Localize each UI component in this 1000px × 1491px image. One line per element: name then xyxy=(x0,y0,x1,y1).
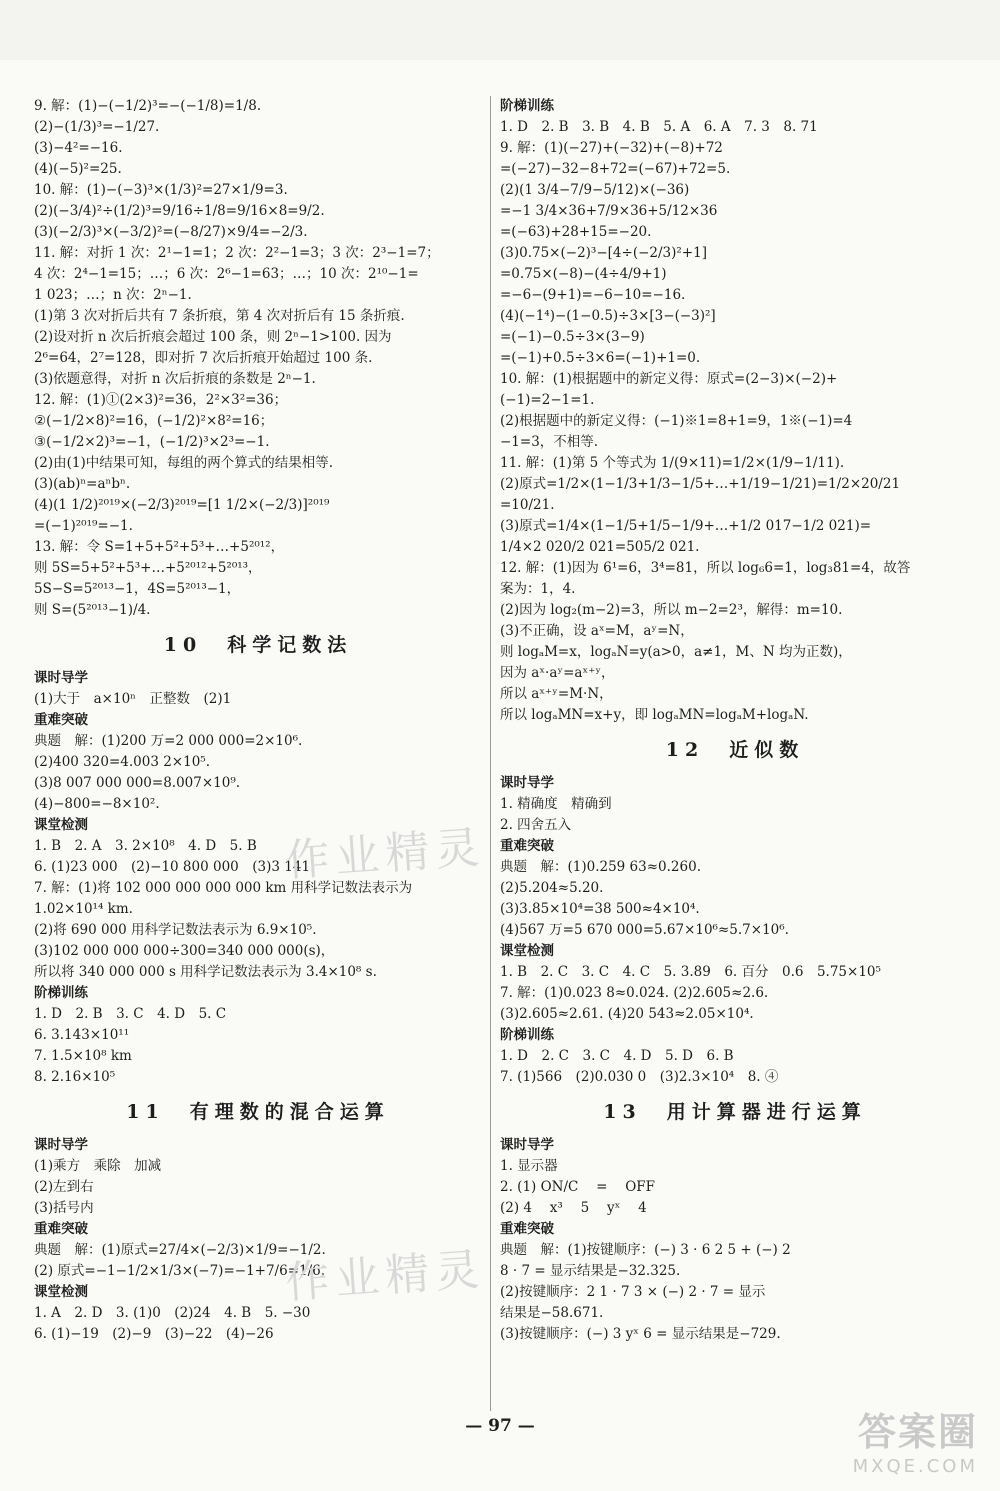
answer-line: (3)依题意得，对折 n 次后折痕的条数是 2ⁿ−1. xyxy=(34,371,316,387)
page-number-value: 97 xyxy=(488,1416,512,1436)
answer-line: 典题 解：(1)按键顺序：(−) 3 · 6 2 5 + (−) 2 xyxy=(500,1242,791,1258)
answer-line: 典题 解：(1)200 万=2 000 000=2×10⁶. xyxy=(34,733,303,749)
answer-line: 7. 解：(1)0.023 8≈0.024. (2)2.605≈2.6. xyxy=(500,985,769,1001)
answer-line: 1. B 2. C 3. C 4. C 5. 3.89 6. 百分 0.6 5.75×10⁵ xyxy=(500,964,881,980)
answer-line: =−1 3/4×36+7/9×36+5/12×36 xyxy=(500,203,718,219)
answer-line: (1)第 3 次对折后共有 7 条折痕，第 4 次对折后有 15 条折痕. xyxy=(34,308,405,324)
answer-line: 1. D 2. B 3. B 4. B 5. A 6. A 7. 3 8. 71 xyxy=(500,119,818,135)
answer-line: (2)左到右 xyxy=(34,1179,94,1195)
answer-line: =(−27)−32−8+72=(−67)+72=5. xyxy=(500,161,731,177)
answer-line: 典题 解：(1)原式=27/4×(−2/3)×1/9=−1/2. xyxy=(34,1242,326,1258)
answer-line: (2)−(1/3)³=−1/27. xyxy=(34,119,160,135)
answer-line: (2)(1 3/4−7/9−5/12)×(−36) xyxy=(500,182,690,198)
answer-line: =10/21. xyxy=(500,497,555,513)
answer-line: 案为：1，4. xyxy=(500,581,576,597)
answer-line: (2)由(1)中结果可知，每组的两个算式的结果相等. xyxy=(34,455,334,471)
answer-line: (4)(−5)²=25. xyxy=(34,161,122,177)
section-title: 13 用计算器进行运算 xyxy=(603,1101,867,1123)
answer-line: 典题 解：(1)0.259 63≈0.260. xyxy=(500,859,701,875)
right-column xyxy=(500,96,970,1345)
answer-line: 1. D 2. C 3. C 4. D 5. D 6. B xyxy=(500,1048,734,1064)
section-title: 12 近似数 xyxy=(665,739,805,761)
brand-site: MXQE.COM xyxy=(852,1456,978,1477)
subsection-heading: 课时导学 xyxy=(34,670,88,686)
page-number: — 97 — xyxy=(465,1416,535,1436)
answer-line: (3)2.605≈2.61. (4)20 543≈2.05×10⁴. xyxy=(500,1006,754,1022)
scan-top-band xyxy=(0,0,1000,60)
answer-line: 7. (1)566 (2)0.030 0 (3)2.3×10⁴ 8. ④ xyxy=(500,1069,779,1085)
answer-line: =(−1)−0.5÷3×(3−9) xyxy=(500,329,645,345)
answer-line: 2. (1) ON/C = OFF xyxy=(500,1179,656,1195)
answer-line: 9. 解：(1)−(−1/2)³=−(−1/8)=1/8. xyxy=(34,98,262,114)
answer-line: 1. B 2. A 3. 2×10⁸ 4. D 5. B xyxy=(34,838,257,854)
subsection-heading: 课时导学 xyxy=(500,1137,554,1153)
answer-line: 1. 精确度 精确到 xyxy=(500,796,612,812)
answer-line: (2)5.204≈5.20. xyxy=(500,880,604,896)
answer-line: (2)将 690 000 用科学记数法表示为 6.9×10⁵. xyxy=(34,922,317,938)
answer-line: (3)(ab)ⁿ=aⁿbⁿ. xyxy=(34,476,131,492)
answer-line: 7. 1.5×10⁸ km xyxy=(34,1048,132,1064)
subsection-heading: 阶梯训练 xyxy=(500,98,554,114)
left-column xyxy=(34,96,482,1345)
answer-line: (3)(−2/3)³×(−3/2)²=(−8/27)×9/4=−2/3. xyxy=(34,224,308,240)
subsection-heading: 重难突破 xyxy=(500,1221,554,1237)
subsection-heading: 课时导学 xyxy=(34,1137,88,1153)
answer-line: 1. A 2. D 3. (1)0 (2)24 4. B 5. −30 xyxy=(34,1305,311,1321)
answer-line: 1. D 2. B 3. C 4. D 5. C xyxy=(34,1006,227,1022)
answer-line: (3)8 007 000 000=8.007×10⁹. xyxy=(34,775,241,791)
watermark-text: 作业精灵 xyxy=(283,822,487,887)
answer-line: 2⁶=64，2⁷=128，即对折 7 次后折痕开始超过 100 条. xyxy=(34,350,373,366)
answer-line: 则 logₐM=x，logₐN=y(a>0，a≠1，M、N 均为正数)， xyxy=(500,644,852,660)
answer-line: =−6−(9+1)=−6−10=−16. xyxy=(500,287,686,303)
answer-line: 因为 aˣ·aʸ=aˣ⁺ʸ， xyxy=(500,665,615,681)
answer-line: (3)按键顺序：(−) 3 yˣ 6 = 显示结果是−729. xyxy=(500,1326,781,1342)
answer-line: (3)0.75×(−2)³−[4÷(−2/3)²+1] xyxy=(500,245,707,261)
answer-line: 则 5S=5+5²+5³+…+5²⁰¹²+5²⁰¹³， xyxy=(34,560,262,576)
subsection-heading: 重难突破 xyxy=(34,1221,88,1237)
answer-line: −1=3，不相等. xyxy=(500,434,599,450)
answer-line: (1)乘方 乘除 加减 xyxy=(34,1158,162,1174)
answer-line: =(−63)+28+15=−20. xyxy=(500,224,652,240)
answer-line: 6. (1)−19 (2)−9 (3)−22 (4)−26 xyxy=(34,1326,274,1342)
answer-line: 6. (1)23 000 (2)−10 800 000 (3)3 141 xyxy=(34,859,311,875)
section-title: 11 有理数的混合运算 xyxy=(126,1101,390,1123)
answer-line: (−1)=2−1=1. xyxy=(500,392,595,408)
answer-line: (2)400 320=4.003 2×10⁵. xyxy=(34,754,210,770)
answer-line: (2) 原式=−1−1/2×1/3×(−7)=−1+7/6=1/6. xyxy=(34,1263,326,1279)
subsection-heading: 课堂检测 xyxy=(500,943,554,959)
answer-line: =0.75×(−8)−(4÷4/9+1) xyxy=(500,266,667,282)
answer-line: 1/4×2 020/2 021=505/2 021. xyxy=(500,539,700,555)
answer-line: (3)102 000 000 000÷300=340 000 000(s)， xyxy=(34,943,335,959)
answer-line: =(−1)+0.5÷3×6=(−1)+1=0. xyxy=(500,350,701,366)
answer-line: (2)按键顺序：2 1 · 7 3 × (−) 2 · 7 = 显示 xyxy=(500,1284,766,1300)
answer-line: (4)−800=−8×10². xyxy=(34,796,160,812)
subsection-heading: 课堂检测 xyxy=(34,1284,88,1300)
answer-line: 10. 解：(1)−(−3)³×(1/3)²=27×1/9=3. xyxy=(34,182,288,198)
subsection-heading: 课时导学 xyxy=(500,775,554,791)
answer-line: 所以 logₐMN=x+y，即 logₐMN=logₐM+logₐN. xyxy=(500,707,809,723)
answer-line: 12. 解：(1)①(2×3)²=36，2²×3²=36； xyxy=(34,392,288,408)
answer-line: (2)原式=1/2×(1−1/3+1/3−1/5+…+1/19−1/21)=1/2×20/21 xyxy=(500,476,901,492)
answer-line: (1)大于 a×10ⁿ 正整数 (2)1 xyxy=(34,691,232,707)
answer-line: ③(−1/2×2)³=−1，(−1/2)³×2³=−1. xyxy=(34,434,270,450)
answer-line: 13. 解：令 S=1+5+5²+5³+…+5²⁰¹²， xyxy=(34,539,285,555)
answer-line: (3)−4²=−16. xyxy=(34,140,123,156)
answer-line: 11. 解：(1)第 5 个等式为 1/(9×11)=1/2×(1/9−1/11). xyxy=(500,455,845,471)
subsection-heading: 阶梯训练 xyxy=(34,985,88,1001)
answer-line: (4)567 万=5 670 000=5.67×10⁶≈5.7×10⁶. xyxy=(500,922,789,938)
answer-line: 9. 解：(1)(−27)+(−32)+(−8)+72 xyxy=(500,140,723,156)
answer-line: 2. 四舍五入 xyxy=(500,817,572,833)
answer-line: 所以将 340 000 000 s 用科学记数法表示为 3.4×10⁸ s. xyxy=(34,964,377,980)
answer-line: ②(−1/2×8)²=16，(−1/2)²×8²=16； xyxy=(34,413,274,429)
answer-line: (2)(−3/4)²÷(1/2)³=9/16÷1/8=9/16×8=9/2. xyxy=(34,203,325,219)
subsection-heading: 重难突破 xyxy=(34,712,88,728)
answer-line: (3)原式=1/4×(1−1/5+1/5−1/9+…+1/2 017−1/2 021)= xyxy=(500,518,872,534)
answer-line: 结果是−58.671. xyxy=(500,1305,604,1321)
answer-line: (4)(−1⁴)−(1−0.5)÷3×[3−(−3)²] xyxy=(500,308,716,324)
subsection-heading: 重难突破 xyxy=(500,838,554,854)
subsection-heading: 课堂检测 xyxy=(34,817,88,833)
answer-line: 1. 显示器 xyxy=(500,1158,558,1174)
answer-line: (4)(1 1/2)²⁰¹⁹×(−2/3)²⁰¹⁹=[1 1/2×(−2/3)]²⁰¹⁹ xyxy=(34,497,330,513)
answer-line: 1.02×10¹⁴ km. xyxy=(34,901,133,917)
answer-line: 5S−S=5²⁰¹³−1，4S=5²⁰¹³−1， xyxy=(34,581,241,597)
brand-name: 答案圈 xyxy=(857,1410,978,1454)
answer-line: 8. 2.16×10⁵ xyxy=(34,1069,116,1085)
answer-line: 8 · 7 = 显示结果是−32.325. xyxy=(500,1263,681,1279)
subsection-heading: 阶梯训练 xyxy=(500,1027,554,1043)
column-divider xyxy=(490,96,491,1411)
section-title: 10 科学记数法 xyxy=(163,634,353,656)
answer-line: (3)3.85×10⁴=38 500≈4×10⁴. xyxy=(500,901,700,917)
answer-line: (3)不正确，设 aˣ=M，aʸ=N， xyxy=(500,623,694,639)
answer-line: 4 次：2⁴−1=15；…；6 次：2⁶−1=63；…；10 次：2¹⁰−1= xyxy=(34,266,419,282)
brand-logo xyxy=(853,1401,978,1477)
answer-line: (2)根据题中的新定义得：(−1)※1=8+1=9，1※(−1)=4 xyxy=(500,413,853,429)
answer-line: (2) 4 x³ 5 yˣ 4 xyxy=(500,1200,647,1216)
answer-line: 6. 3.143×10¹¹ xyxy=(34,1027,130,1043)
answer-line: 所以 aˣ⁺ʸ=M·N， xyxy=(500,686,613,702)
answer-line: 12. 解：(1)因为 6¹=6，3⁴=81，所以 log₆6=1，log₃81=4，故答 xyxy=(500,560,911,576)
answer-line: (2)因为 log₂(m−2)=3，所以 m−2=2³，解得：m=10. xyxy=(500,602,843,618)
answer-line: 1 023；…；n 次：2ⁿ−1. xyxy=(34,287,192,303)
answer-line: =(−1)²⁰¹⁹=−1. xyxy=(34,518,133,534)
answer-line: (2)设对折 n 次后折痕会超过 100 条，则 2ⁿ−1>100. 因为 xyxy=(34,329,392,345)
answer-line: (3)括号内 xyxy=(34,1200,94,1216)
answer-line: 7. 解：(1)将 102 000 000 000 000 km 用科学记数法表示为 xyxy=(34,880,413,896)
answer-line: 11. 解：对折 1 次：2¹−1=1；2 次：2²−1=3；3 次：2³−1=7； xyxy=(34,245,440,261)
answer-line: 10. 解：(1)根据题中的新定义得：原式=(2−3)×(−2)+ xyxy=(500,371,838,387)
watermark-text: 作业精灵 xyxy=(283,1244,487,1309)
answer-line: 则 S=(5²⁰¹³−1)/4. xyxy=(34,602,151,618)
